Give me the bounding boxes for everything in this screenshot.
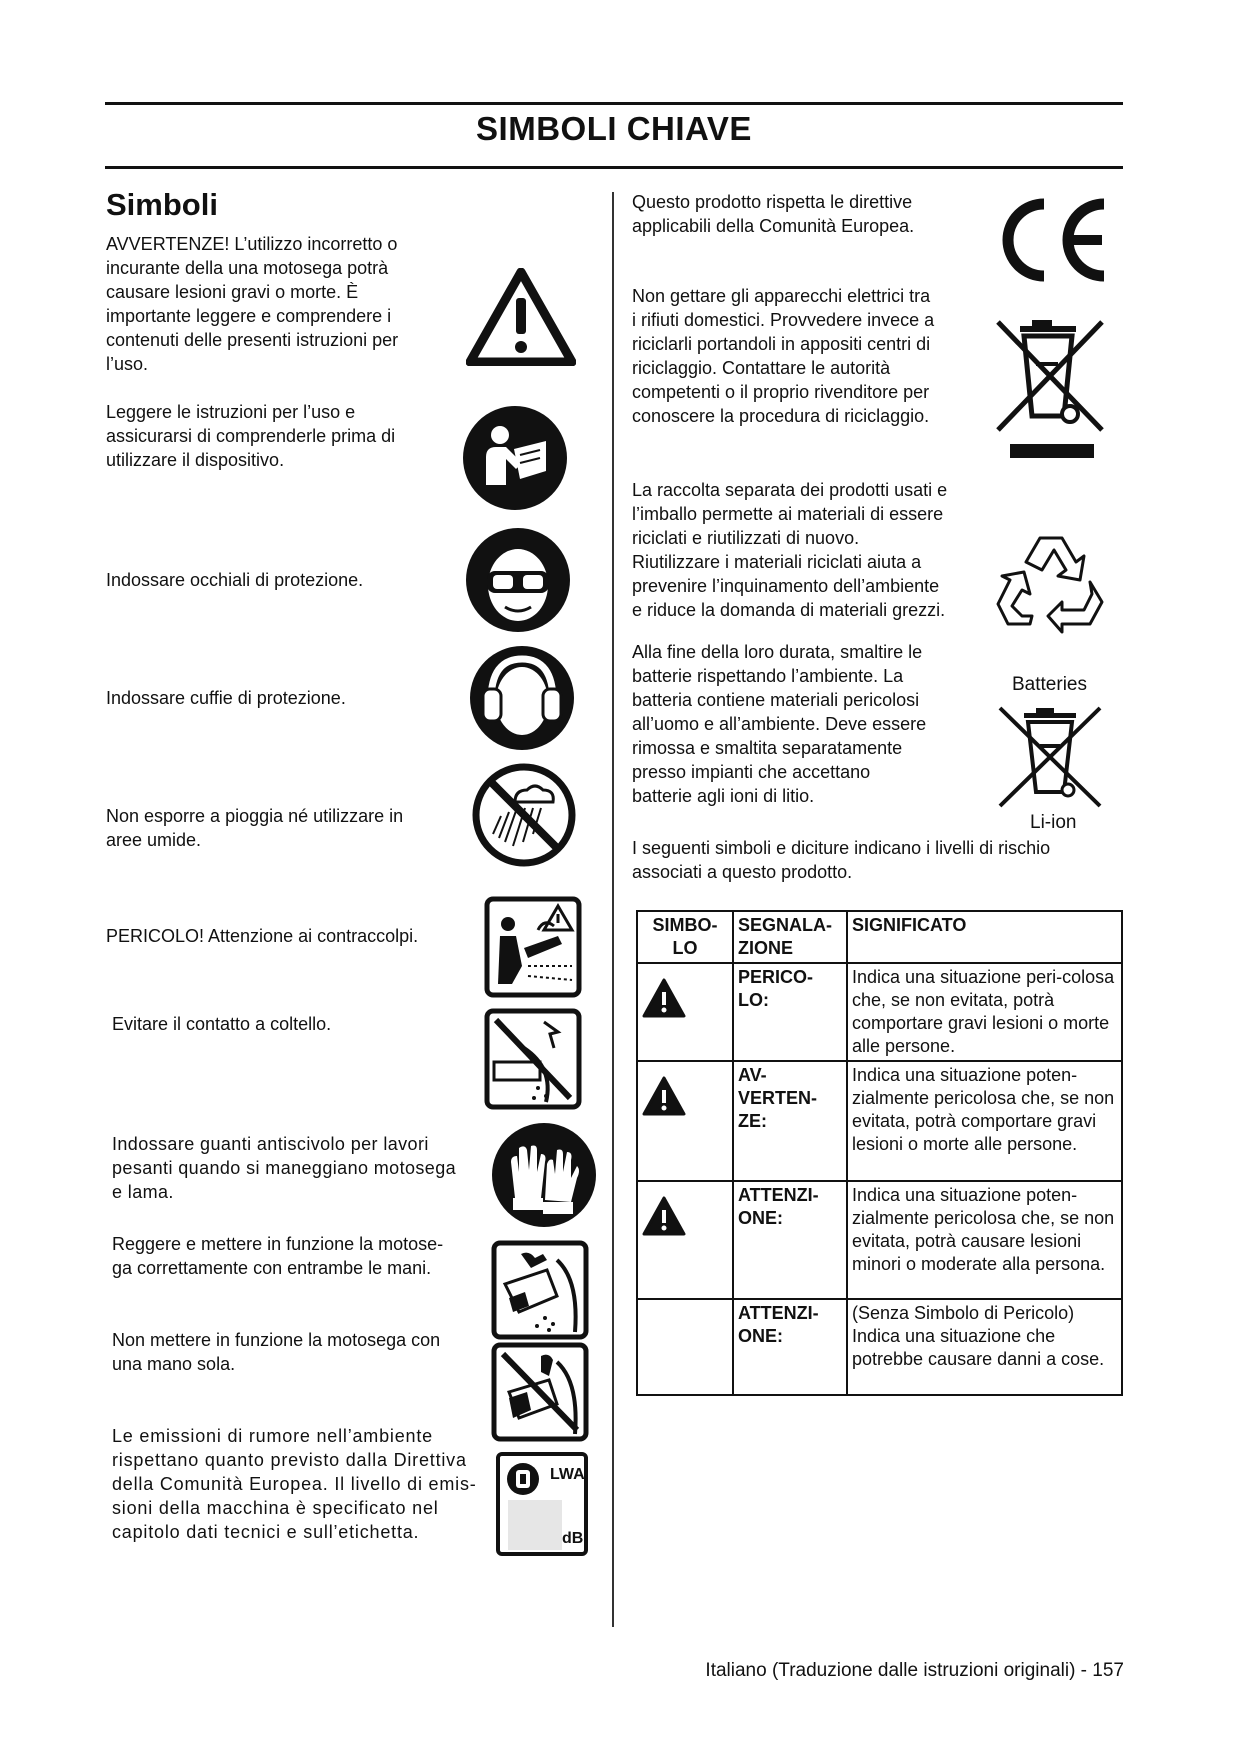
table-header-row bbox=[637, 911, 1122, 963]
table-cell-meaning: Indica una situazione poten-zialmente pericolosa che, se non evitata, potrà comportare gravi lesioni o morte alle persone. bbox=[847, 1061, 1122, 1181]
warning-triangle-icon bbox=[642, 1076, 686, 1116]
safety-goggles-icon bbox=[465, 527, 571, 633]
read-manual-icon bbox=[462, 405, 568, 511]
header-top-rule bbox=[105, 102, 1123, 105]
symbol-text-no-rain: Non esporre a pioggia né utilizzare in aree umide. bbox=[106, 806, 404, 850]
warning-triangle-icon bbox=[466, 268, 576, 366]
symbol-text-battery: Alla fine della loro durata, smaltire le batterie rispettando l’ambiente. La batteria contiene materiali pericolosi all’uomo e all’ambiente. Deve essere rimossa e smaltita separatamente presso impianti che accettano batterie agli ioni di litio. bbox=[632, 642, 927, 806]
signal-word-table bbox=[636, 910, 1123, 1396]
no-one-hand-icon bbox=[491, 1342, 589, 1442]
symbol-text-ce: Questo prodotto rispetta le direttive applicabili della Comunità Europea. bbox=[632, 192, 915, 236]
symbol-text-tip-contact: Evitare il contatto a coltello. bbox=[112, 1014, 332, 1034]
table-row bbox=[637, 1061, 1122, 1181]
page-title: SIMBOLI CHIAVE bbox=[476, 110, 752, 147]
ce-mark-icon bbox=[994, 196, 1114, 284]
table-cell-symbol bbox=[637, 963, 733, 1061]
table-cell-signal: AV- VERTEN- ZE: bbox=[733, 1061, 847, 1181]
symbol-text-weee: Non gettare gli apparecchi elettrici tra i rifiuti domestici. Provvedere invece a riciclarli portandoli in appositi centri di riciclaggio. Contattare le autorità competenti o il proprio rivenditore per conoscere la procedura di riciclaggio. bbox=[632, 286, 935, 426]
table-cell-symbol bbox=[637, 1061, 733, 1181]
warning-triangle-icon bbox=[642, 978, 686, 1018]
table-cell-signal: ATTENZI- ONE: bbox=[733, 1181, 847, 1299]
table-cell-meaning: Indica una situazione peri-colosa che, se non evitata, potrà comportare gravi lesioni o morte alle persone. bbox=[847, 963, 1122, 1061]
table-row bbox=[637, 963, 1122, 1061]
batteries-label: Batteries bbox=[1012, 674, 1087, 695]
risk-intro-text: I seguenti simboli e diciture indicano i livelli di rischio associati a questo prodotto. bbox=[632, 838, 1051, 882]
two-hands-icon bbox=[491, 1240, 589, 1340]
recycle-icon bbox=[992, 528, 1118, 638]
symbol-text-manual: Leggere le istruzioni per l’uso e assicurarsi di comprenderle prima di utilizzare il dispositivo. bbox=[106, 402, 396, 470]
no-tip-contact-icon bbox=[484, 1008, 582, 1110]
symbol-text-kickback: PERICOLO! Attenzione ai contraccolpi. bbox=[106, 926, 419, 946]
symbol-text-warning: AVVERTENZE! L’utilizzo incorretto o incurante della una motosega potrà causare lesioni gravi o morte. È importante leggere e comprendere i contenuti delle presenti istruzioni per l’uso. bbox=[106, 234, 399, 374]
li-ion-label: Li-ion bbox=[1030, 812, 1077, 833]
ear-protection-icon bbox=[469, 645, 575, 751]
weee-bin-icon bbox=[992, 312, 1112, 462]
symbol-text-goggles: Indossare occhiali di protezione. bbox=[106, 570, 364, 590]
header-meaning: SIGNIFICATO bbox=[847, 911, 1122, 963]
header-symbol: SIMBO- LO bbox=[637, 911, 733, 963]
table-row bbox=[637, 1299, 1122, 1395]
symbol-text-two-hands: Reggere e mettere in funzione la motose- ga correttamente con entrambe le mani. bbox=[112, 1234, 444, 1278]
battery-bin-icon bbox=[996, 700, 1106, 812]
page-footer: Italiano (Traduzione dalle istruzioni originali) - 157 bbox=[705, 1660, 1124, 1681]
table-cell-meaning: Indica una situazione poten-zialmente pericolosa che, se non evitata, potrà causare lesioni minori o moderate alla persona. bbox=[847, 1181, 1122, 1299]
table-cell-symbol bbox=[637, 1299, 733, 1395]
no-rain-icon bbox=[471, 762, 577, 868]
header-signal: SEGNALA- ZIONE bbox=[733, 911, 847, 963]
noise-label: LWA bbox=[550, 1466, 585, 1483]
symbol-text-recycle: La raccolta separata dei prodotti usati e l’imballo permette ai materiali di essere riciclati e riutilizzati di nuovo. Riutilizzare i materiali riciclati aiuta a prevenire l’inquinamento dell’ambiente e riduce la domanda di materiali grezzi. bbox=[632, 480, 948, 620]
table-cell-meaning: (Senza Simbolo di Pericolo) Indica una situazione che potrebbe causare danni a cose. bbox=[847, 1299, 1122, 1395]
symbol-text-gloves: Indossare guanti antiscivolo per lavori pesanti quando si maneggiano motosega e lama. bbox=[112, 1134, 457, 1202]
symbol-text-one-hand: Non mettere in funzione la motosega con una mano sola. bbox=[112, 1330, 441, 1374]
noise-unit: dB bbox=[562, 1530, 584, 1547]
warning-triangle-icon bbox=[642, 1196, 686, 1236]
section-title: Simboli bbox=[106, 187, 218, 222]
column-divider bbox=[612, 192, 614, 1627]
symbol-text-ear-protection: Indossare cuffie di protezione. bbox=[106, 688, 346, 708]
symbol-text-noise: Le emissioni di rumore nell’ambiente rispettano quanto previsto dalla Direttiva della Comunità Europea. Il livello di emis- sioni della macchina è specificato nel capitolo dati tecnici e sull’etichetta. bbox=[112, 1426, 477, 1542]
gloves-icon bbox=[491, 1122, 597, 1228]
table-cell-signal: ATTENZI- ONE: bbox=[733, 1299, 847, 1395]
table-cell-symbol bbox=[637, 1181, 733, 1299]
noise-value-box bbox=[508, 1500, 562, 1550]
header-bottom-rule bbox=[105, 166, 1123, 169]
noise-level-icon bbox=[496, 1452, 588, 1556]
table-cell-signal: PERICO- LO: bbox=[733, 963, 847, 1061]
table-row bbox=[637, 1181, 1122, 1299]
kickback-warning-icon bbox=[484, 896, 582, 998]
